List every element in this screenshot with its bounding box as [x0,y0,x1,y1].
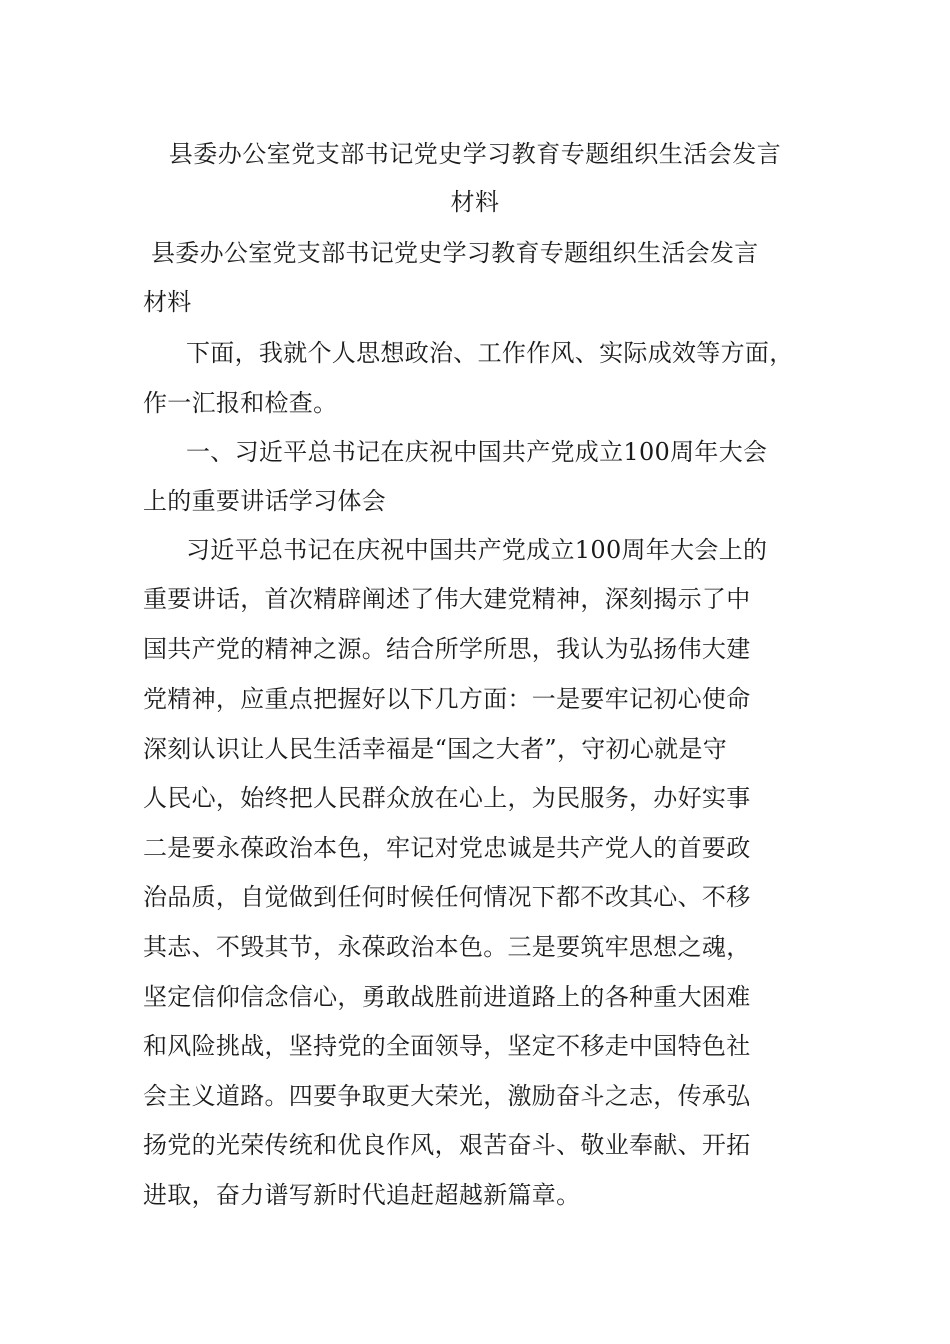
body-line-8: 治品质，自觉做到任何时候任何情况下都不改其心、不移 [143,883,751,911]
body-line-3: 国共产党的精神之源。结合所学所思，我认为弘扬伟大建 [143,635,751,663]
intro-line-2: 作一汇报和检查。 [143,389,338,417]
body-line-11: 和风险挑战，坚持党的全面领导，坚定不移走中国特色社 [143,1032,751,1060]
body-line-2: 重要讲话，首次精辟阐述了伟大建党精神，深刻揭示了中 [143,585,751,613]
intro-line-1: 下面，我就个人思想政治、工作作风、实际成效等方面， [186,339,794,367]
section-heading-line-2: 上的重要讲话学习体会 [143,487,386,515]
body-line-13: 扬党的光荣传统和优良作风，艰苦奋斗、敬业奉献、开拓 [143,1131,751,1159]
subtitle-line-2: 材料 [143,288,192,316]
document-title-line-1: 县委办公室党支部书记党史学习教育专题组织生活会发言 [168,140,782,168]
body-line-4: 党精神，应重点把握好以下几方面：一是要牢记初心使命 [143,685,751,713]
section-heading-line-1: 一、习近平总书记在庆祝中国共产党成立100周年大会 [186,438,768,466]
body-line-14: 进取，奋力谱写新时代追赶超越新篇章。 [143,1181,581,1209]
body-line-12: 会主义道路。四要争取更大荣光，激励奋斗之志，传承弘 [143,1082,751,1110]
body-line-7: 二是要永葆政治本色，牢记对党忠诚是共产党人的首要政 [143,834,751,862]
body-line-10: 坚定信仰信念信心，勇敢战胜前进道路上的各种重大困难 [143,983,751,1011]
body-line-5: 深刻认识让人民生活幸福是“国之大者”，守初心就是守 [143,735,728,763]
body-line-9: 其志、不毁其节，永葆政治本色。三是要筑牢思想之魂， [143,933,751,961]
body-line-1: 习近平总书记在庆祝中国共产党成立100周年大会上的 [186,536,768,564]
document-title-line-2: 材料 [450,188,500,216]
body-line-6: 人民心，始终把人民群众放在心上，为民服务，办好实事 [143,784,751,812]
subtitle-line-1: 县委办公室党支部书记党史学习教育专题组织生活会发言 [151,239,759,267]
